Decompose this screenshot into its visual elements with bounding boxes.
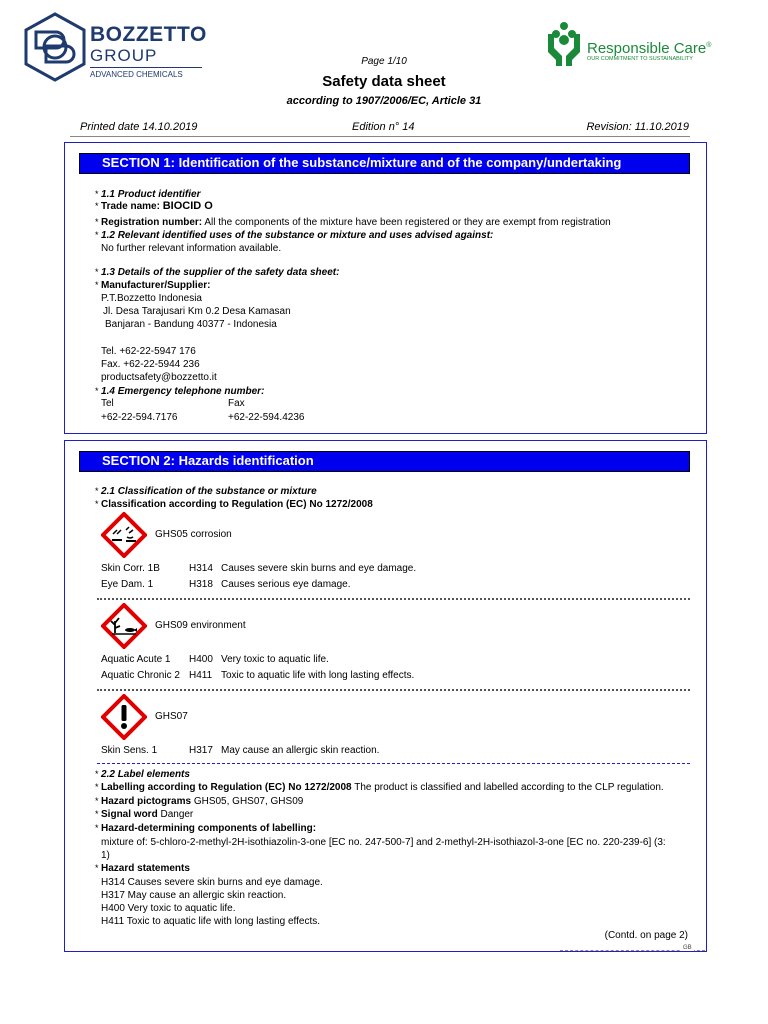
skin-sens-class: Skin Sens. 1 [101,745,158,756]
class-reg-label: Classification according to Regulation (EC) No 1272/2008 [101,499,373,510]
h317-code: H317 [189,745,213,756]
supplier-fax: Fax. +62-22-5944 236 [101,359,200,370]
section2-frame [64,440,707,952]
pictograms-value: GHS05, GHS07, GHS09 [193,796,304,807]
s2-hazard-statements: * Hazard statements [95,863,190,874]
rc-name-text: Responsible Care [587,40,707,57]
emergency-tel: +62-22-594.7176 [101,412,178,423]
s1-trade-name: * Trade name: BIOCID O [95,200,213,212]
reg-label: Registration number: [101,217,203,228]
s12-value: No further relevant information available. [101,243,282,254]
revision: Revision: 11.10.2019 [586,121,689,133]
hazard-statement-3: H400 Very toxic to aquatic life. [101,903,236,914]
hazard-statement-2: H317 May cause an allergic skin reaction. [101,890,287,901]
ghs07-label: GHS07 [155,711,188,722]
page-number: Page 1/10 [361,56,407,67]
h400-code: H400 [189,654,213,665]
ghs05-label: GHS05 corrosion [155,529,232,540]
s2-hazard-components: * Hazard-determining components of labelling: [95,823,317,834]
s1-supplier-details: * 1.3 Details of the supplier of the safety data sheet: [95,267,340,278]
supplier-email[interactable]: productsafety@bozzetto.it [101,372,217,383]
dashed-separator [97,763,690,764]
rc-registered-mark: ® [706,42,712,49]
h318-code: H318 [189,579,213,590]
ghs07-exclamation-icon [101,694,147,740]
signal-word-value: Danger [160,809,194,820]
h318-text: Causes serious eye damage. [221,579,351,590]
emergency-tel-label: Tel [101,398,114,409]
h411-text: Toxic to aquatic life with long lasting effects. [221,670,415,681]
hazard-statement-1: H314 Causes severe skin burns and eye damage. [101,877,323,888]
s1-relevant-uses: * 1.2 Relevant identified uses of the substance or mixture and uses advised against: [95,230,494,241]
s2-signal-word: * Signal word Danger [95,809,194,820]
trade-name-label: Trade name: [101,201,160,212]
edition: Edition n° 14 [352,121,415,133]
section1-title: SECTION 1: Identification of the substance/mixture and of the company/undertaking [79,153,690,174]
hdc-line-2: 1) [101,850,110,861]
signal-word-label: Signal word [101,809,158,820]
section2-title: SECTION 2: Hazards identification [79,451,690,472]
ghs09-label: GHS09 environment [155,620,246,631]
s1-emergency: * 1.4 Emergency telephone number: [95,386,265,397]
s2-label-elements: * 2.2 Label elements [95,769,190,780]
ghs05-corrosion-icon [101,512,147,558]
document-title: Safety data sheet [322,73,446,90]
continued-note: (Contd. on page 2) [604,930,688,941]
hdc-line-1: mixture of: 5-chloro-2-methyl-2H-isothiazolin-3-one [EC no. 247-500-7] and 2-methyl-2H-isothiazol-3-one [EC no. 220-239-6] (3: [101,837,666,848]
eye-dam-class: Eye Dam. 1 [101,579,154,590]
h317-text: May cause an allergic skin reaction. [221,745,380,756]
hazard-statement-4: H411 Toxic to aquatic life with long lasting effects. [101,916,321,927]
aquatic-chronic-class: Aquatic Chronic 2 [101,670,180,681]
s12-label: 1.2 Relevant identified uses of the substance or mixture and uses advised against: [101,230,494,241]
footer-gb: GB [683,945,692,951]
ghs09-environment-icon [101,603,147,649]
address-line-1: P.T.Bozzetto Indonesia [101,293,202,304]
skin-corr-class: Skin Corr. 1B [101,563,160,574]
emergency-fax-label: Fax [228,398,245,409]
header-rule [70,136,690,137]
s1-registration: * Registration number: All the components of the mixture have been registered or they are exempt from registration [95,217,611,228]
s1-product-identifier: * 1.1 Product identifier [95,189,201,200]
hdc-label: Hazard-determining components of labelling: [101,823,317,834]
s21-label: 2.1 Classification of the substance or mixture [101,486,317,497]
s1-11-label: 1.1 Product identifier [101,189,201,200]
aquatic-acute-class: Aquatic Acute 1 [101,654,171,665]
h314-text: Causes severe skin burns and eye damage. [221,563,417,574]
s1-manufacturer: * Manufacturer/Supplier: [95,280,211,291]
trade-name-value: BIOCID O [162,200,213,212]
h400-text: Very toxic to aquatic life. [221,654,329,665]
manufacturer-label: Manufacturer/Supplier: [101,280,211,291]
reg-value: All the components of the mixture have been registered or they are exempt from registration [204,217,611,228]
s2-classification: * 2.1 Classification of the substance or mixture [95,486,317,497]
s2-labelling: * Labelling according to Regulation (EC) No 1272/2008 The product is classified and labelled according to the CLP regulation. [95,782,664,793]
s2-class-regulation: * Classification according to Regulation (EC) No 1272/2008 [95,499,373,510]
s14-label: 1.4 Emergency telephone number: [101,386,265,397]
supplier-tel: Tel. +62-22-5947 176 [101,346,196,357]
company-name: BOZZETTO [90,23,207,46]
rc-name [587,37,711,57]
s2-hazard-pictograms: * Hazard pictograms GHS05, GHS07, GHS09 [95,796,304,807]
bozzetto-logo-mark-icon [22,12,88,82]
pictograms-label: Hazard pictograms [101,796,192,807]
document-subtitle: according to 1907/2006/EC, Article 31 [286,95,482,107]
label-reg-label: Labelling according to Regulation (EC) No 1272/2008 [101,782,352,793]
dotted-separator [97,598,690,600]
address-line-2: Jl. Desa Tarajusari Km 0.2 Desa Kamasan [103,306,291,317]
h411-code: H411 [189,670,213,681]
dotted-separator [97,689,690,691]
label-reg-value: The product is classified and labelled according to the CLP regulation. [354,782,664,793]
logo-rule [90,67,202,68]
rc-tagline: OUR COMMITMENT TO SUSTAINABILITY [587,56,693,62]
s22-label: 2.2 Label elements [101,769,190,780]
h314-code: H314 [189,563,213,574]
company-tagline: ADVANCED CHEMICALS [90,70,183,79]
printed-date: Printed date 14.10.2019 [80,121,198,133]
company-group: GROUP [90,46,158,65]
s13-label: 1.3 Details of the supplier of the safety data sheet: [101,267,340,278]
address-line-3: Banjaran - Bandung 40377 - Indonesia [105,319,277,330]
bozzetto-logo [22,12,207,82]
emergency-fax: +62-22-594.4236 [228,412,305,423]
hazard-statements-label: Hazard statements [101,863,190,874]
